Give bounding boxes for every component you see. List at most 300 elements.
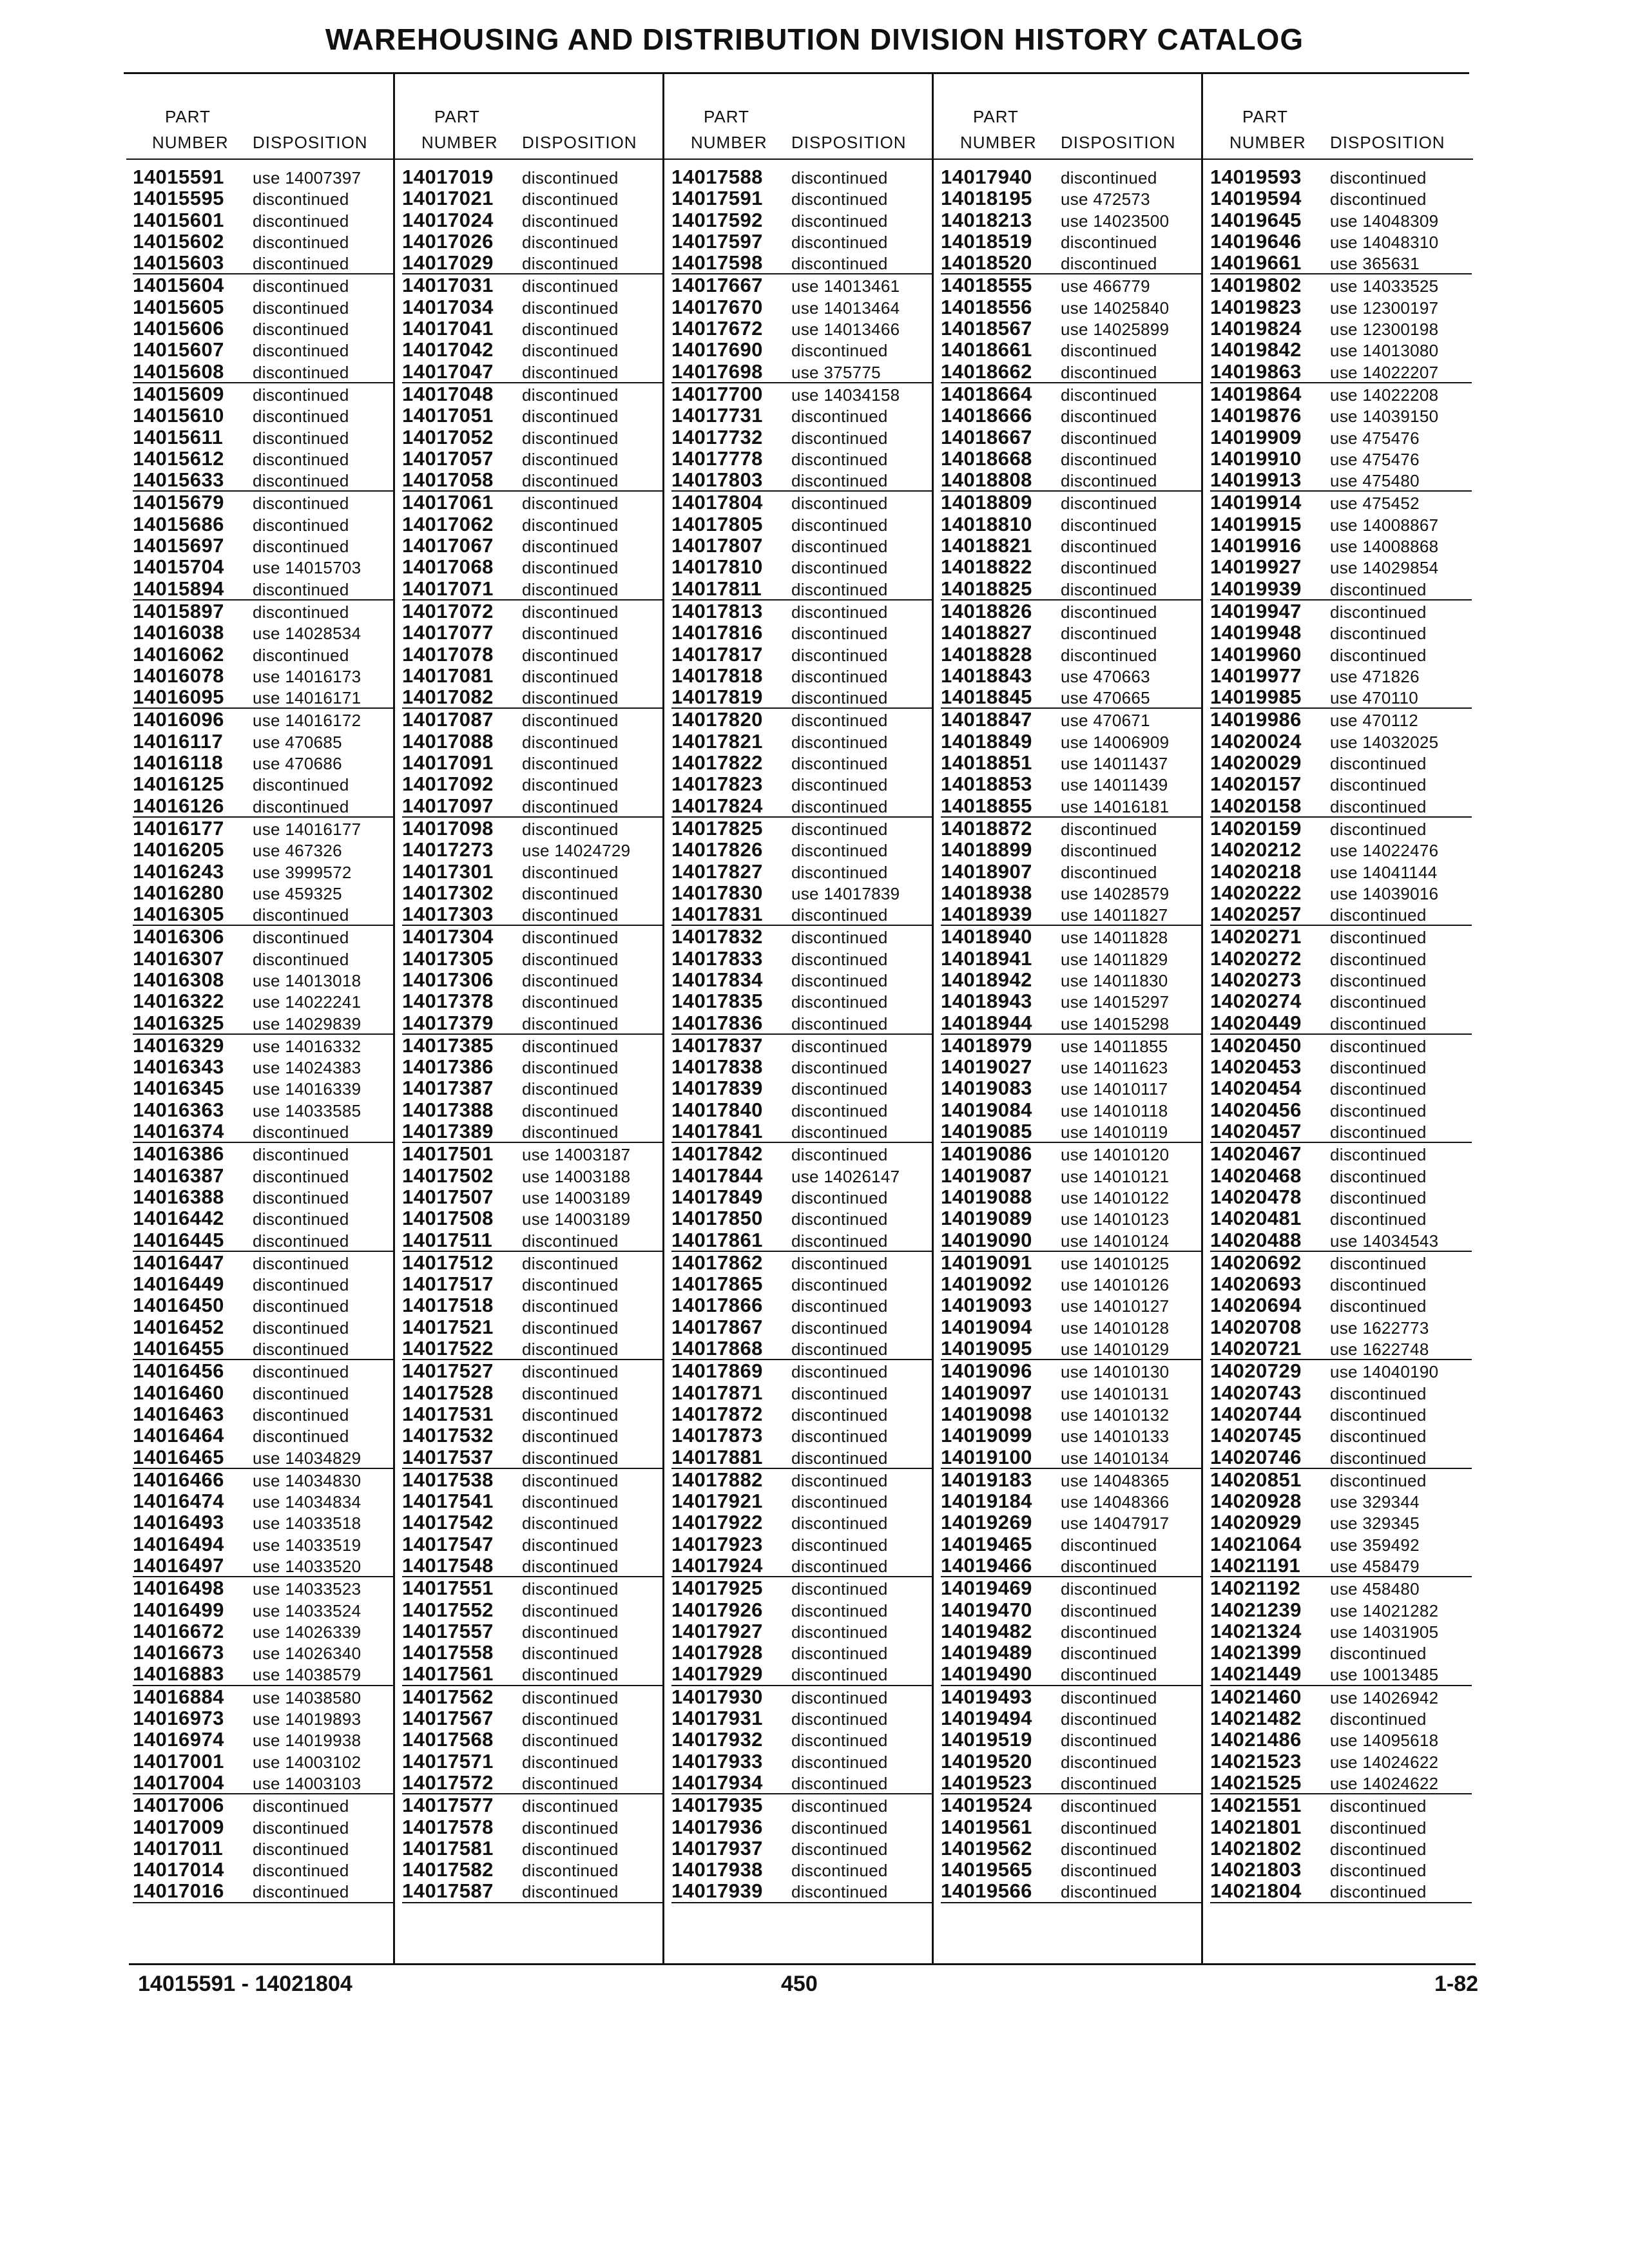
part-number: 14020694 xyxy=(1210,1294,1302,1317)
table-row xyxy=(133,1880,394,1903)
table-row xyxy=(133,1838,394,1859)
part-number: 14018907 xyxy=(941,860,1032,883)
table-row xyxy=(1210,1533,1472,1555)
part-number: 14020157 xyxy=(1210,773,1302,796)
part-number: 14017386 xyxy=(402,1055,494,1079)
disposition: discontinued xyxy=(791,602,888,622)
part-number: 14017807 xyxy=(671,534,763,557)
table-row xyxy=(671,1533,933,1555)
disposition: discontinued xyxy=(253,1318,349,1338)
part-number: 14017850 xyxy=(671,1207,763,1230)
disposition: discontinued xyxy=(522,385,619,405)
table-row xyxy=(1210,990,1472,1012)
table-row xyxy=(1210,1577,1472,1599)
disposition: discontinued xyxy=(522,1253,619,1273)
disposition: discontinued xyxy=(522,168,619,187)
table-row xyxy=(133,773,394,794)
part-number: 14016329 xyxy=(133,1033,224,1057)
part-number: 14016672 xyxy=(133,1619,224,1642)
table-row xyxy=(133,1012,394,1035)
disposition: discontinued xyxy=(522,624,619,644)
part-number: 14017537 xyxy=(402,1445,494,1468)
table-row xyxy=(402,731,664,752)
part-number: 14019985 xyxy=(1210,686,1302,709)
part-number: 14016494 xyxy=(133,1532,224,1555)
disposition: discontinued xyxy=(522,1709,619,1729)
table-row xyxy=(671,622,933,643)
disposition: discontinued xyxy=(1330,1253,1427,1273)
disposition: discontinued xyxy=(253,645,349,665)
part-number: 14018847 xyxy=(941,708,1032,731)
part-number: 14017571 xyxy=(402,1749,494,1773)
part-number: 14016305 xyxy=(133,903,224,926)
disposition: use 470663 xyxy=(1061,666,1150,686)
table-row xyxy=(671,795,933,818)
table-row xyxy=(402,1642,664,1663)
part-number: 14017303 xyxy=(402,903,494,926)
part-number: 14018826 xyxy=(941,599,1032,622)
disposition: use 475452 xyxy=(1330,494,1420,514)
part-number: 14015612 xyxy=(133,447,224,470)
part-number: 14017385 xyxy=(402,1033,494,1057)
part-number: 14018942 xyxy=(941,968,1032,991)
disposition: discontinued xyxy=(791,949,888,969)
disposition: discontinued xyxy=(522,1100,619,1120)
part-number: 14019566 xyxy=(941,1879,1032,1903)
disposition: discontinued xyxy=(1061,1861,1157,1881)
disposition: discontinued xyxy=(1061,1622,1157,1642)
part-number: 14017088 xyxy=(402,729,494,753)
column-rows xyxy=(671,166,933,1903)
table-row xyxy=(941,469,1202,492)
disposition: discontinued xyxy=(1330,1427,1427,1446)
disposition: discontinued xyxy=(791,775,888,795)
table-row xyxy=(133,1056,394,1077)
table-row xyxy=(1210,1165,1472,1186)
table-row xyxy=(941,1794,1202,1816)
disposition: discontinued xyxy=(791,796,888,816)
table-row xyxy=(941,1099,1202,1120)
table-row xyxy=(1210,1382,1472,1403)
disposition: discontinued xyxy=(791,819,888,839)
part-number: 14019085 xyxy=(941,1120,1032,1143)
table-row xyxy=(941,903,1202,926)
disposition: use 14022207 xyxy=(1330,362,1439,382)
disposition: use 14033585 xyxy=(253,1100,361,1120)
table-row xyxy=(402,1207,664,1229)
table-row xyxy=(941,1707,1202,1729)
table-row xyxy=(671,492,933,513)
disposition: discontinued xyxy=(253,254,349,274)
disposition: discontinued xyxy=(522,796,619,816)
part-number: 14016345 xyxy=(133,1077,224,1100)
part-number: 14017031 xyxy=(402,274,494,297)
part-number: 14017521 xyxy=(402,1315,494,1338)
part-number: 14019927 xyxy=(1210,555,1302,579)
catalog-table xyxy=(126,73,1474,1964)
disposition: discontinued xyxy=(253,320,349,340)
table-row xyxy=(671,1099,933,1120)
table-row xyxy=(1210,882,1472,903)
disposition: discontinued xyxy=(1330,1079,1427,1099)
disposition: discontinued xyxy=(522,602,619,622)
part-number: 14020468 xyxy=(1210,1164,1302,1187)
disposition: discontinued xyxy=(791,1058,888,1078)
part-number: 14017588 xyxy=(671,166,763,188)
disposition: discontinued xyxy=(253,1405,349,1425)
part-number: 14017581 xyxy=(402,1836,494,1860)
disposition: discontinued xyxy=(1330,1058,1427,1078)
part-number: 14017818 xyxy=(671,664,763,687)
part-number: 14017042 xyxy=(402,338,494,361)
catalog-column-5 xyxy=(1204,73,1473,1964)
disposition: use 14010127 xyxy=(1061,1296,1170,1316)
table-row xyxy=(133,166,394,187)
part-number: 14017087 xyxy=(402,708,494,731)
disposition: use 14022476 xyxy=(1330,841,1439,861)
disposition: discontinued xyxy=(791,992,888,1012)
disposition: discontinued xyxy=(1330,602,1427,622)
part-number: 14019090 xyxy=(941,1228,1032,1251)
disposition: discontinued xyxy=(1061,1839,1157,1859)
table-row xyxy=(133,861,394,882)
disposition: use 14013461 xyxy=(791,276,900,296)
part-number: 14016449 xyxy=(133,1273,224,1296)
disposition: use 459325 xyxy=(253,883,342,903)
disposition: discontinued xyxy=(253,1340,349,1360)
table-row xyxy=(671,990,933,1012)
disposition: discontinued xyxy=(791,1600,888,1620)
table-row xyxy=(1210,556,1472,577)
table-row xyxy=(133,795,394,818)
header-disposition: DISPOSITION xyxy=(522,133,637,152)
part-number: 14019470 xyxy=(941,1598,1032,1621)
disposition: discontinued xyxy=(522,276,619,296)
table-row xyxy=(941,818,1202,839)
part-number: 14017831 xyxy=(671,903,763,926)
table-row xyxy=(941,839,1202,860)
table-row xyxy=(1210,1403,1472,1425)
table-row xyxy=(1210,448,1472,469)
table-row xyxy=(133,839,394,860)
part-number: 14017839 xyxy=(671,1077,763,1100)
disposition: discontinued xyxy=(522,320,619,340)
disposition: use 14011855 xyxy=(1061,1036,1168,1056)
part-number: 14018668 xyxy=(941,447,1032,470)
table-row xyxy=(941,731,1202,752)
table-row xyxy=(671,903,933,926)
part-number: 14017507 xyxy=(402,1185,494,1208)
disposition: discontinued xyxy=(1061,1665,1157,1685)
disposition: discontinued xyxy=(253,189,349,209)
part-number: 14019092 xyxy=(941,1273,1032,1296)
disposition: discontinued xyxy=(791,1145,888,1165)
table-row xyxy=(402,861,664,882)
table-row xyxy=(133,1729,394,1750)
disposition: discontinued xyxy=(522,1036,619,1056)
table-row xyxy=(402,1273,664,1294)
part-number: 14016455 xyxy=(133,1337,224,1360)
table-row xyxy=(1210,1729,1472,1750)
disposition: use 14010125 xyxy=(1061,1253,1170,1273)
table-row xyxy=(1210,1838,1472,1859)
part-number: 14017387 xyxy=(402,1077,494,1100)
part-number: 14020721 xyxy=(1210,1337,1302,1360)
part-number: 14019091 xyxy=(941,1251,1032,1274)
table-row xyxy=(1210,926,1472,947)
part-number: 14021801 xyxy=(1210,1815,1302,1838)
disposition: discontinued xyxy=(1330,1014,1427,1033)
table-row xyxy=(1210,1599,1472,1620)
disposition: discontinued xyxy=(522,428,619,448)
table-row xyxy=(1210,318,1472,339)
table-row xyxy=(941,1512,1202,1533)
part-number: 14021482 xyxy=(1210,1707,1302,1730)
table-row xyxy=(1210,405,1472,426)
table-row xyxy=(1210,1707,1472,1729)
disposition: discontinued xyxy=(522,1405,619,1425)
part-number: 14017582 xyxy=(402,1858,494,1881)
table-row xyxy=(133,948,394,969)
table-row xyxy=(671,209,933,231)
table-row xyxy=(133,1316,394,1338)
disposition: use 14008867 xyxy=(1330,515,1439,535)
disposition: use 14025899 xyxy=(1061,320,1170,340)
disposition: discontinued xyxy=(1330,754,1427,774)
part-number: 14016387 xyxy=(133,1164,224,1187)
table-row xyxy=(402,601,664,622)
part-number: 14017501 xyxy=(402,1142,494,1166)
table-row xyxy=(133,1186,394,1207)
part-number: 14017816 xyxy=(671,621,763,644)
disposition: discontinued xyxy=(1330,1882,1427,1902)
part-number: 14017561 xyxy=(402,1662,494,1686)
table-row xyxy=(671,1838,933,1859)
part-number: 14018519 xyxy=(941,229,1032,253)
table-row xyxy=(941,1772,1202,1794)
disposition: use 14010121 xyxy=(1061,1166,1170,1186)
disposition: use 14026147 xyxy=(791,1166,900,1186)
disposition: use 14015298 xyxy=(1061,1014,1170,1033)
part-number: 14016118 xyxy=(133,751,224,774)
table-row xyxy=(1210,361,1472,383)
table-row xyxy=(133,1229,394,1252)
table-row xyxy=(671,1425,933,1446)
part-number: 14020929 xyxy=(1210,1511,1302,1534)
part-number: 14017817 xyxy=(671,642,763,666)
part-number: 14017832 xyxy=(671,925,763,948)
table-row xyxy=(133,1338,394,1360)
table-row xyxy=(1210,578,1472,601)
part-number: 14016374 xyxy=(133,1120,224,1143)
disposition: use 14034158 xyxy=(791,385,900,405)
table-row xyxy=(133,1490,394,1512)
table-row xyxy=(1210,514,1472,535)
table-row xyxy=(133,644,394,665)
part-number: 14017052 xyxy=(402,425,494,448)
table-row xyxy=(402,1165,664,1186)
part-number: 14017567 xyxy=(402,1707,494,1730)
disposition: discontinued xyxy=(1330,1275,1427,1295)
table-row xyxy=(1210,187,1472,209)
part-number: 14017301 xyxy=(402,860,494,883)
part-number: 14019960 xyxy=(1210,642,1302,666)
disposition: discontinued xyxy=(1061,471,1157,491)
part-number: 14017305 xyxy=(402,947,494,970)
disposition: use 14016172 xyxy=(253,711,361,731)
table-row xyxy=(402,339,664,360)
disposition: use 14016171 xyxy=(253,688,361,708)
part-number: 14016884 xyxy=(133,1685,224,1708)
disposition: discontinued xyxy=(791,1275,888,1295)
table-row xyxy=(402,1859,664,1880)
table-row xyxy=(941,578,1202,601)
disposition: discontinued xyxy=(1061,232,1157,252)
disposition: discontinued xyxy=(522,1014,619,1033)
disposition: discontinued xyxy=(522,1296,619,1316)
disposition: use 14048366 xyxy=(1061,1492,1170,1512)
table-row xyxy=(1210,1360,1472,1381)
part-number: 14017732 xyxy=(671,425,763,448)
table-row xyxy=(671,252,933,274)
part-number: 14017518 xyxy=(402,1294,494,1317)
part-number: 14017930 xyxy=(671,1685,763,1708)
part-number: 14016463 xyxy=(133,1402,224,1425)
disposition: use 14023500 xyxy=(1061,211,1170,231)
disposition: discontinued xyxy=(1330,1839,1427,1859)
disposition: discontinued xyxy=(253,537,349,557)
part-number: 14019561 xyxy=(941,1815,1032,1838)
disposition: discontinued xyxy=(253,796,349,816)
part-number: 14018809 xyxy=(941,491,1032,514)
table-row xyxy=(402,1555,664,1577)
part-number: 14017923 xyxy=(671,1532,763,1555)
disposition: use 14017839 xyxy=(791,883,900,903)
table-row xyxy=(941,1838,1202,1859)
part-number: 14016243 xyxy=(133,860,224,883)
part-number: 14017844 xyxy=(671,1164,763,1187)
disposition: use 14016177 xyxy=(253,819,361,839)
header-part: PART xyxy=(434,107,480,126)
disposition: discontinued xyxy=(791,1839,888,1859)
disposition: use 14013464 xyxy=(791,298,900,318)
part-number: 14017931 xyxy=(671,1707,763,1730)
part-number: 14019269 xyxy=(941,1511,1032,1534)
part-number: 14015686 xyxy=(133,512,224,535)
table-row xyxy=(671,926,933,947)
part-number: 14017048 xyxy=(402,382,494,405)
disposition: discontinued xyxy=(253,494,349,514)
part-number: 14017024 xyxy=(402,208,494,231)
table-row xyxy=(941,1555,1202,1577)
table-row xyxy=(133,469,394,492)
disposition: discontinued xyxy=(791,1644,888,1664)
disposition: discontinued xyxy=(1061,341,1157,361)
disposition: use 472573 xyxy=(1061,189,1150,209)
table-row xyxy=(1210,1686,1472,1707)
table-row xyxy=(1210,469,1472,492)
disposition: discontinued xyxy=(1330,928,1427,948)
disposition: discontinued xyxy=(253,1187,349,1207)
disposition: use 470686 xyxy=(253,754,342,774)
part-number: 14016388 xyxy=(133,1185,224,1208)
disposition: discontinued xyxy=(1061,1709,1157,1729)
disposition: discontinued xyxy=(791,905,888,925)
part-number: 14016673 xyxy=(133,1641,224,1664)
disposition: discontinued xyxy=(791,732,888,752)
table-row xyxy=(402,252,664,274)
table-row xyxy=(402,318,664,339)
disposition: discontinued xyxy=(791,579,888,599)
table-row xyxy=(402,795,664,818)
part-number: 14021324 xyxy=(1210,1619,1302,1642)
disposition: discontinued xyxy=(522,189,619,209)
table-row xyxy=(402,209,664,231)
disposition: discontinued xyxy=(522,341,619,361)
disposition: discontinued xyxy=(1330,1709,1427,1729)
table-row xyxy=(1210,861,1472,882)
disposition: discontinued xyxy=(1330,775,1427,795)
table-row xyxy=(1210,1642,1472,1663)
table-row xyxy=(402,926,664,947)
header-rule xyxy=(934,159,1204,160)
disposition: discontinued xyxy=(791,1340,888,1360)
part-number: 14017926 xyxy=(671,1598,763,1621)
header-number: NUMBER xyxy=(152,133,229,152)
disposition: use 1622773 xyxy=(1330,1318,1429,1338)
part-number: 14017072 xyxy=(402,599,494,622)
table-row xyxy=(402,1035,664,1056)
table-row xyxy=(133,1425,394,1446)
table-row xyxy=(1210,622,1472,643)
part-number: 14017097 xyxy=(402,794,494,817)
part-number: 14021523 xyxy=(1210,1749,1302,1773)
table-row xyxy=(941,1294,1202,1316)
part-number: 14017502 xyxy=(402,1164,494,1187)
table-row xyxy=(941,1403,1202,1425)
part-number: 14017068 xyxy=(402,555,494,579)
disposition: discontinued xyxy=(522,666,619,686)
table-row xyxy=(671,818,933,839)
part-number: 14018821 xyxy=(941,534,1032,557)
disposition: discontinued xyxy=(791,970,888,990)
part-number: 14017820 xyxy=(671,708,763,731)
part-number: 14017001 xyxy=(133,1749,224,1773)
table-row xyxy=(1210,274,1472,296)
disposition: use 470671 xyxy=(1061,711,1150,731)
part-number: 14020454 xyxy=(1210,1077,1302,1100)
disposition: discontinued xyxy=(253,1166,349,1186)
table-row xyxy=(133,1382,394,1403)
table-row xyxy=(1210,1663,1472,1686)
disposition: discontinued xyxy=(522,1231,619,1251)
table-row xyxy=(941,686,1202,709)
table-row xyxy=(402,1446,664,1469)
disposition: use 14047917 xyxy=(1061,1514,1170,1533)
disposition: use 14029854 xyxy=(1330,558,1439,578)
part-number: 14018899 xyxy=(941,838,1032,861)
disposition: use 14013018 xyxy=(253,970,361,990)
part-number: 14018664 xyxy=(941,382,1032,405)
disposition: use 14034830 xyxy=(253,1470,361,1490)
table-row xyxy=(402,948,664,969)
table-row xyxy=(941,1186,1202,1207)
header-disposition: DISPOSITION xyxy=(791,133,907,152)
disposition: discontinued xyxy=(791,428,888,448)
table-row xyxy=(133,492,394,513)
table-row xyxy=(402,1316,664,1338)
table-row xyxy=(402,882,664,903)
